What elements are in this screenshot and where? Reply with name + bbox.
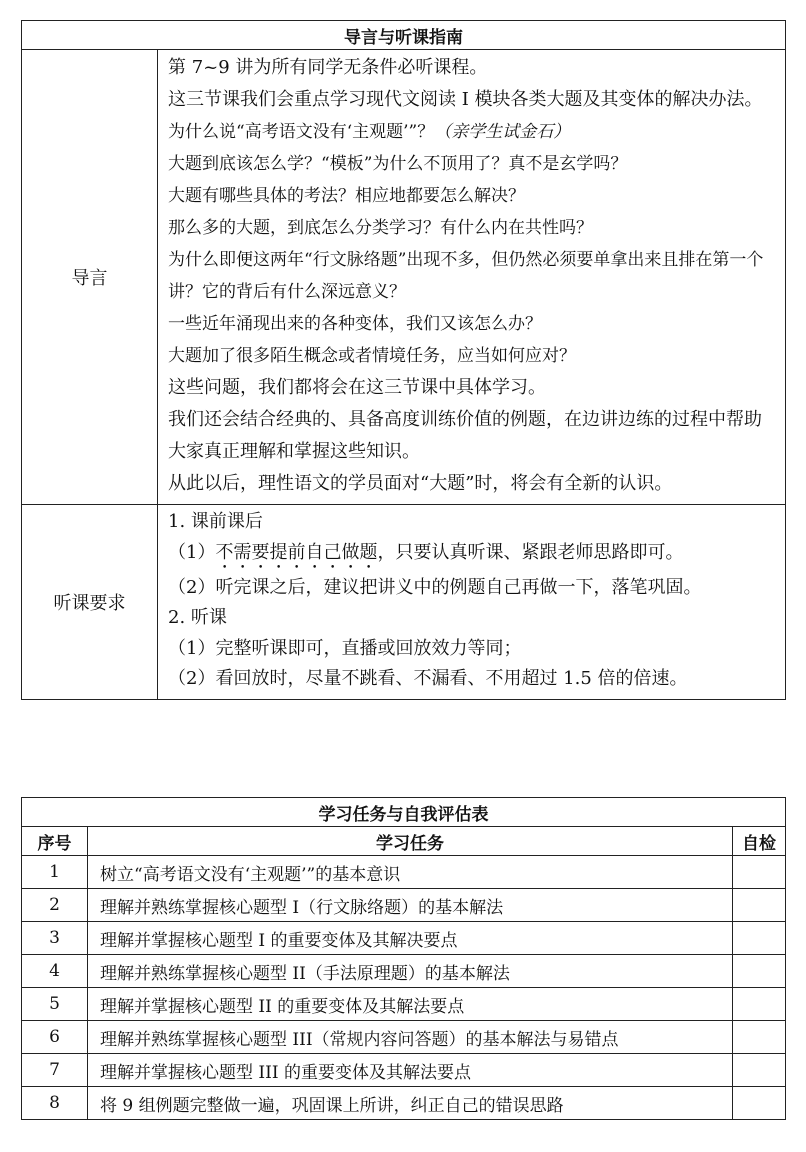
intro-guide-table xyxy=(21,20,786,700)
self-check-cell[interactable] xyxy=(733,856,786,889)
table-row xyxy=(22,1021,786,1054)
task-text: 理解并熟练掌握核心题型 II（手法原理题）的基本解法 xyxy=(88,955,733,988)
task-number: 4 xyxy=(22,955,88,988)
intro-line: 为什么即便这两年“行文脉络题”出现不多，但仍然必须要单拿出来且排在第一个讲？它的背后有什么深远意义？ xyxy=(168,250,764,302)
table-row xyxy=(22,922,786,955)
req-heading: 2. 听课 xyxy=(168,607,227,628)
task-table-title: 学习任务与自我评估表 xyxy=(22,798,786,827)
intro-question: 为什么说“高考语文没有‘主观题’”？ xyxy=(168,122,435,142)
self-check-cell[interactable] xyxy=(733,1087,786,1120)
intro-line: 这三节课我们会重点学习现代文阅读 I 模块各类大题及其变体的解决办法。 xyxy=(168,89,763,110)
self-check-cell[interactable] xyxy=(733,1054,786,1087)
task-text: 将 9 组例题完整做一遍，巩固课上所讲，纠正自己的错误思路 xyxy=(88,1087,733,1120)
header-task: 学习任务 xyxy=(88,827,733,856)
table-row xyxy=(22,1054,786,1087)
table-row xyxy=(22,955,786,988)
req-item-rest: ，只要认真听课、紧跟老师思路即可。 xyxy=(377,541,684,563)
self-check-cell[interactable] xyxy=(733,889,786,922)
self-check-cell[interactable] xyxy=(733,922,786,955)
table-row xyxy=(22,889,786,922)
requirement-label: 听课要求 xyxy=(22,505,158,700)
self-check-cell[interactable] xyxy=(733,955,786,988)
header-check: 自检 xyxy=(733,827,786,856)
self-check-cell[interactable] xyxy=(733,1021,786,1054)
req-emphasis: 不需要提前自己做题 xyxy=(215,541,378,563)
task-number: 3 xyxy=(22,922,88,955)
header-number: 序号 xyxy=(22,827,88,856)
task-number: 7 xyxy=(22,1054,88,1087)
intro-content xyxy=(158,50,786,505)
task-number: 8 xyxy=(22,1087,88,1120)
req-item xyxy=(168,538,775,573)
task-number: 1 xyxy=(22,856,88,889)
intro-note: （亲学生试金石） xyxy=(434,122,571,142)
intro-line: 从此以后，理性语文的学员面对“大题”时，将会有全新的认识。 xyxy=(168,473,673,494)
task-number: 6 xyxy=(22,1021,88,1054)
task-number: 5 xyxy=(22,988,88,1021)
intro-table-title: 导言与听课指南 xyxy=(22,21,786,50)
req-item: （1）完整听课即可，直播或回放效力等同； xyxy=(168,637,522,659)
req-item-prefix: （1） xyxy=(168,541,216,563)
intro-line: 这些问题，我们都将会在这三节课中具体学习。 xyxy=(168,377,546,398)
intro-line: 一些近年涌现出来的各种变体，我们又该怎么办？ xyxy=(168,314,542,334)
intro-line: 那么多的大题，到底怎么分类学习？有什么内在共性吗？ xyxy=(168,218,593,238)
self-check-cell[interactable] xyxy=(733,988,786,1021)
intro-line: 大题到底该怎么学？“模板”为什么不顶用了？真不是玄学吗？ xyxy=(168,154,628,174)
task-text: 理解并熟练掌握核心题型 III（常规内容问答题）的基本解法与易错点 xyxy=(88,1021,733,1054)
table-row xyxy=(22,856,786,889)
intro-line: 大题有哪些具体的考法？相应地都要怎么解决？ xyxy=(168,186,525,206)
intro-label: 导言 xyxy=(22,50,158,505)
table-row xyxy=(22,988,786,1021)
task-text: 树立“高考语文没有‘主观题’”的基本意识 xyxy=(88,856,733,889)
task-text: 理解并掌握核心题型 I 的重要变体及其解决要点 xyxy=(88,922,733,955)
task-text: 理解并掌握核心题型 III 的重要变体及其解法要点 xyxy=(88,1054,733,1087)
intro-line: 第 7~9 讲为所有同学无条件必听课程。 xyxy=(168,57,488,78)
intro-line xyxy=(168,116,775,148)
task-number: 2 xyxy=(22,889,88,922)
task-text: 理解并掌握核心题型 II 的重要变体及其解法要点 xyxy=(88,988,733,1021)
intro-line: 我们还会结合经典的、具备高度训练价值的例题，在边讲边练的过程中帮助大家真正理解和掌握这些知识。 xyxy=(168,409,762,462)
intro-line: 大题加了很多陌生概念或者情境任务，应当如何应对？ xyxy=(168,346,576,366)
task-assessment-table xyxy=(21,797,786,1120)
table-row xyxy=(22,1087,786,1120)
req-item: （2）听完课之后，建议把讲义中的例题自己再做一下，落笔巩固。 xyxy=(168,576,702,598)
requirement-content xyxy=(158,505,786,700)
task-text: 理解并熟练掌握核心题型 I（行文脉络题）的基本解法 xyxy=(88,889,733,922)
req-heading: 1. 课前课后 xyxy=(168,511,263,532)
req-item: （2）看回放时，尽量不跳看、不漏看、不用超过 1.5 倍的倍速。 xyxy=(168,668,688,689)
